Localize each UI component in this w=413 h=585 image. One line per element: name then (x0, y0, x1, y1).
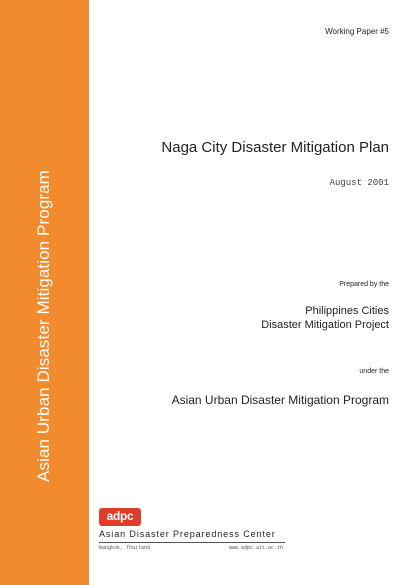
under-label: under the (359, 368, 389, 375)
preparer-line-1: Philippines Cities (305, 305, 389, 317)
sidebar-band (0, 0, 89, 585)
sidebar-program-title: Asian Urban Disaster Mitigation Program (34, 170, 53, 482)
logo-text: adpc (106, 509, 134, 523)
preparer-name (261, 304, 389, 332)
organization-url: www.adpc.ait.ac.th (229, 545, 284, 551)
preparer-line-2: Disaster Mitigation Project (261, 319, 389, 331)
document-title: Naga City Disaster Mitigation Plan (161, 139, 389, 156)
organization-city: Bangkok, Thailand (99, 545, 151, 551)
footer-divider (99, 542, 285, 543)
program-name: Asian Urban Disaster Mitigation Program (171, 393, 389, 407)
working-paper-number: Working Paper #5 (325, 27, 389, 36)
prepared-by-label: Prepared by the (339, 281, 389, 288)
adpc-logo (99, 508, 141, 526)
organization-name: Asian Disaster Preparedness Center (99, 529, 276, 539)
document-date: August 2001 (329, 178, 389, 188)
